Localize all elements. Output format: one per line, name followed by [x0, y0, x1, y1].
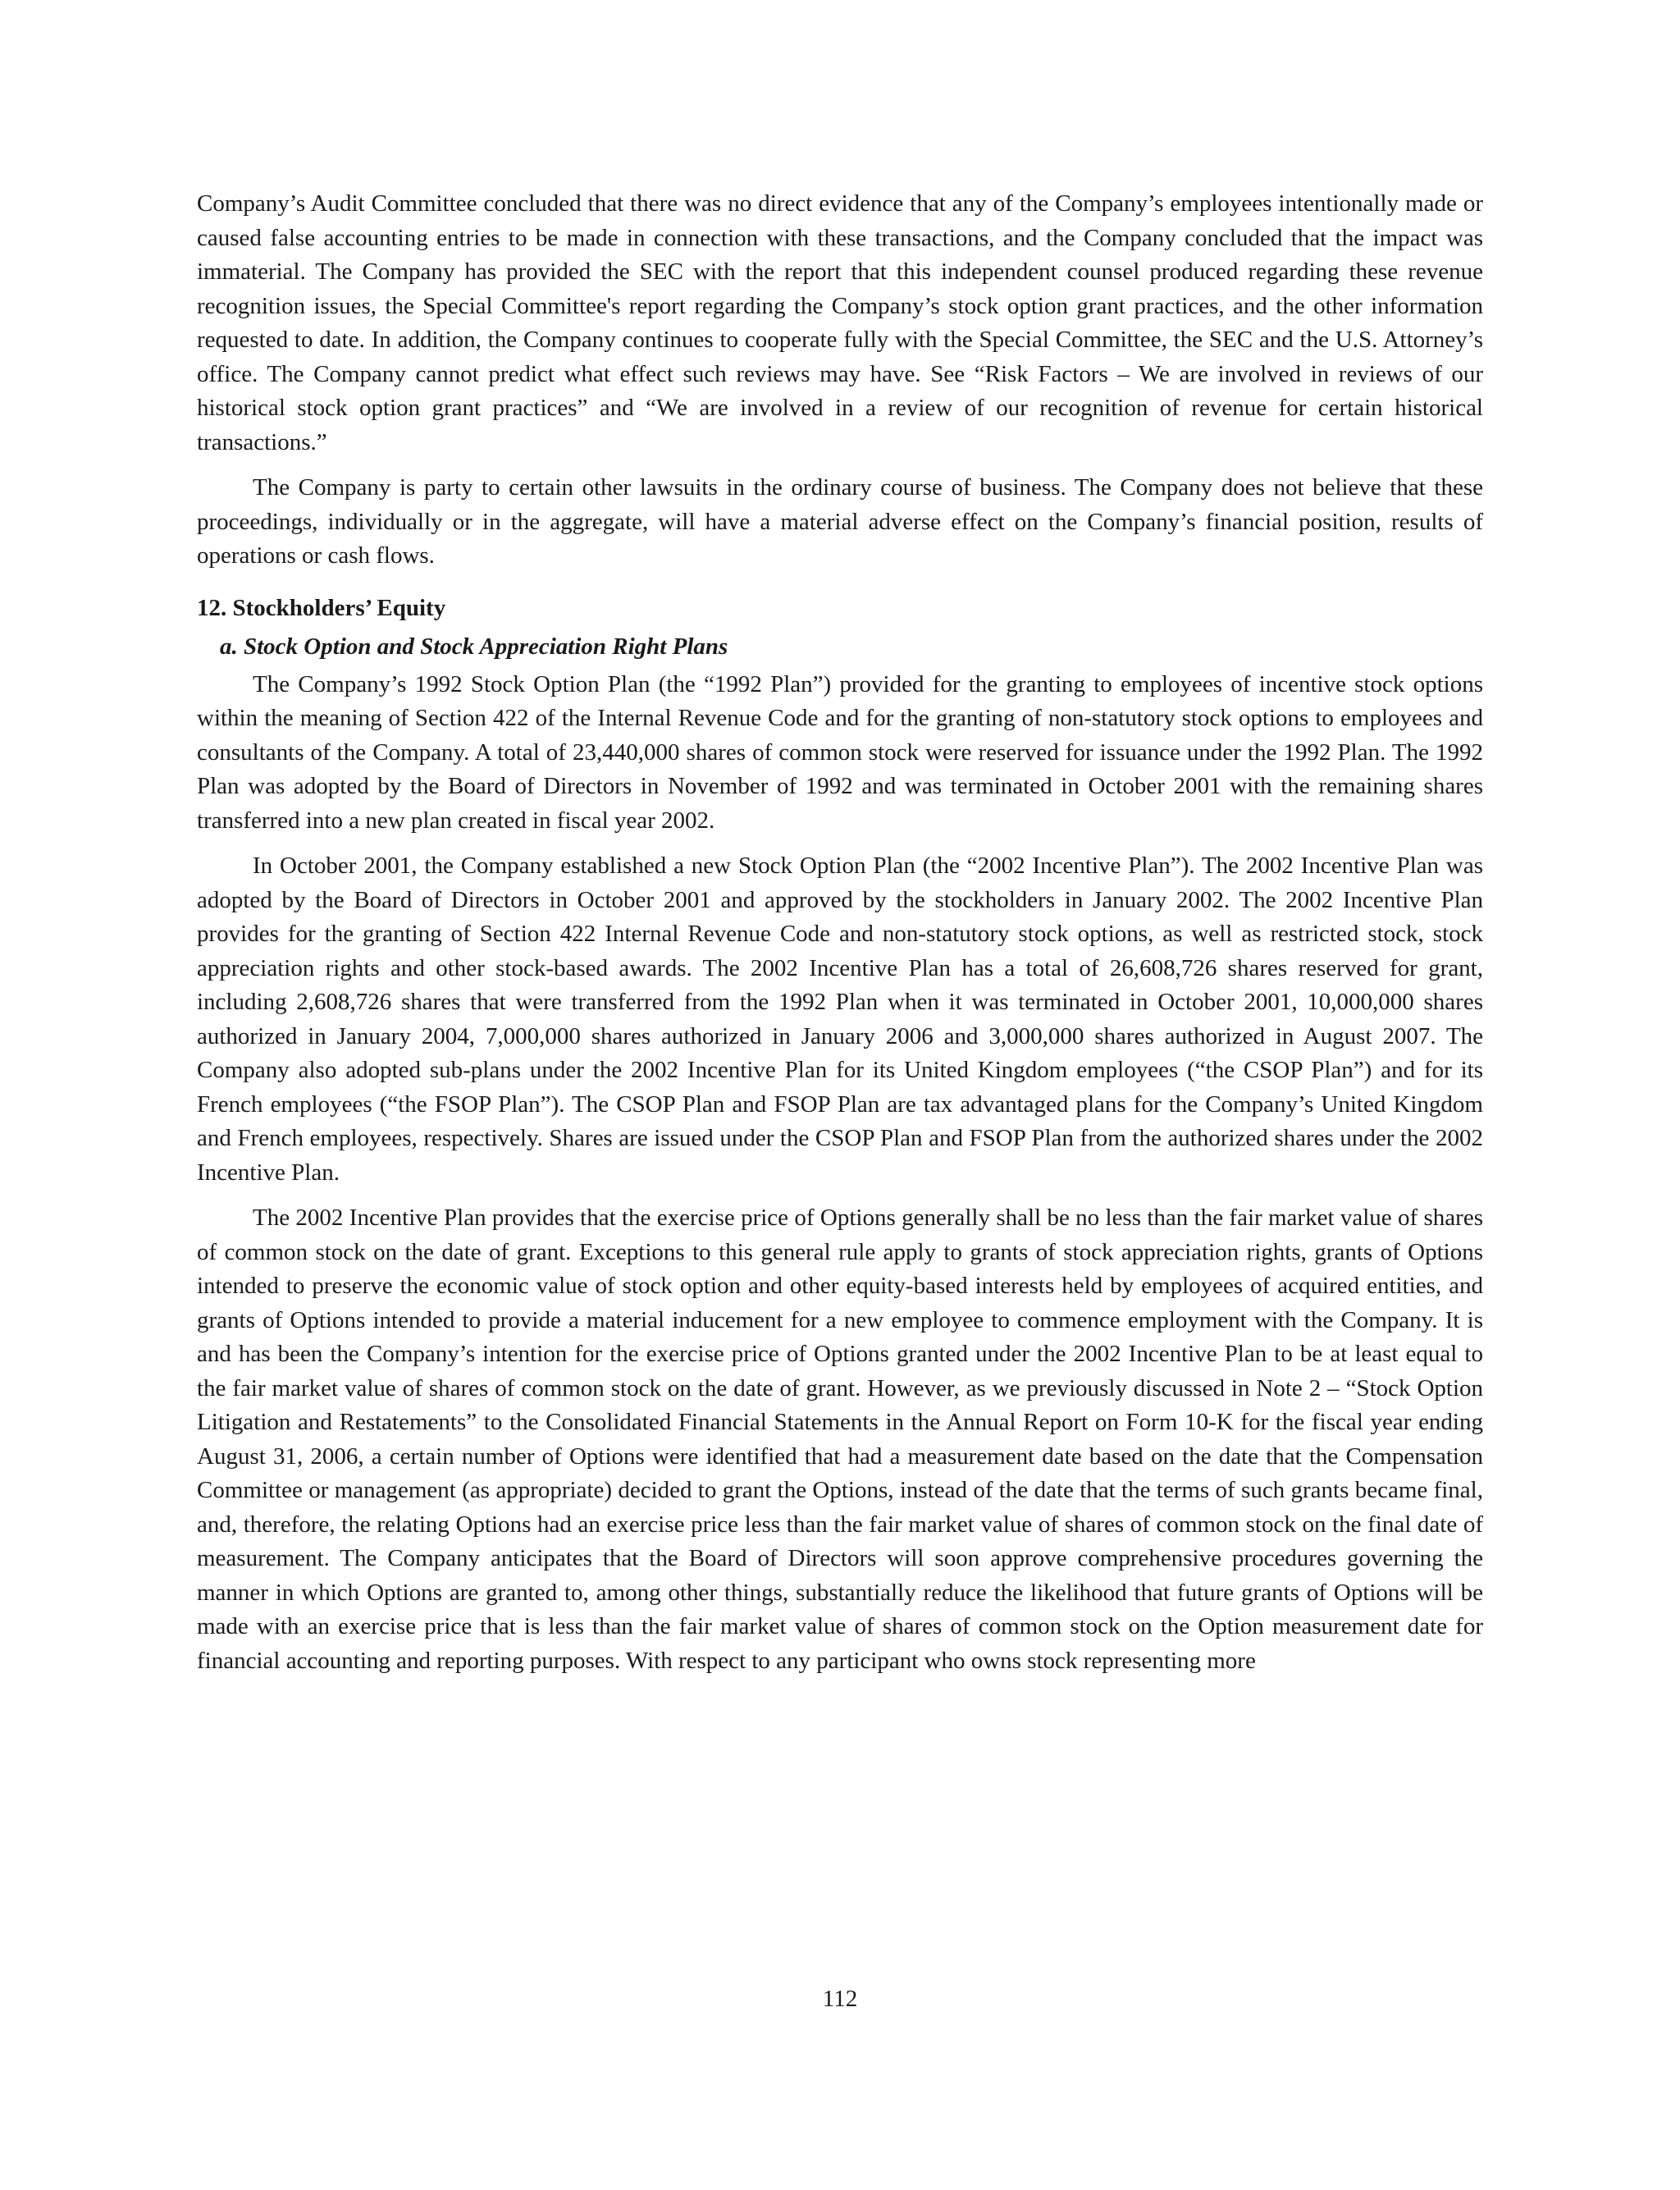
section-subheading: a. Stock Option and Stock Appreciation Right Plans [220, 633, 728, 660]
page-number: 112 [822, 1986, 858, 2012]
section-heading: 12. Stockholders’ Equity [197, 594, 446, 621]
paragraph-audit-committee: Company’s Audit Committee concluded that there was no direct evidence that any of the Company’s employees intentionally made or caused false accounting entries to be made in connection with these transactions, and the Company concluded that the impact was immaterial. The Company has provided the SEC with the report that this independent counsel produced regarding these revenue recognition issues, the Special Committee's report regarding the Company’s stock option grant practices, and the other information requested to date. In addition, the Company continues to cooperate fully with the Special Committee, the SEC and the U.S. Attorney’s office. The Company cannot predict what effect such reviews may have. See “Risk Factors – We are involved in reviews of our historical stock option grant practices” and “We are involved in a review of our recognition of revenue for certain historical transactions.” [197, 190, 1483, 455]
document-page [197, 187, 1483, 1689]
paragraph-other-lawsuits: The Company is party to certain other lawsuits in the ordinary course of business. The Company does not believe that these proceedings, individually or in the aggregate, will have a material adverse effect on the Company’s financial position, results of operations or cash flows. [197, 474, 1483, 569]
paragraph-1992-plan: The Company’s 1992 Stock Option Plan (the “1992 Plan”) provided for the granting to employees of incentive stock options within the meaning of Section 422 of the Internal Revenue Code and for the granting of non-statutory stock options to employees and consultants of the Company. A total of 23,440,000 shares of common stock were reserved for issuance under the 1992 Plan. The 1992 Plan was adopted by the Board of Directors in November of 1992 and was terminated in October 2001 with the remaining shares transferred into a new plan created in fiscal year 2002. [197, 670, 1483, 834]
paragraph-exercise-price: The 2002 Incentive Plan provides that the exercise price of Options generally shall be no less than the fair market value of shares of common stock on the date of grant. Exceptions to this general rule apply to grants of stock appreciation rights, grants of Options intended to preserve the economic value of stock option and other equity-based interests held by employees of acquired entities, and grants of Options intended to provide a material inducement for a new employee to commence employment with the Company. It is and has been the Company’s intention for the exercise price of Options granted under the 2002 Incentive Plan to be at least equal to the fair market value of shares of common stock on the date of grant. However, as we previously discussed in Note 2 – “Stock Option Litigation and Restatements” to the Consolidated Financial Statements in the Annual Report on Form 10-K for the fiscal year ending August 31, 2006, a certain number of Options were identified that had a measurement date based on the date that the Compensation Committee or management (as appropriate) decided to grant the Options, instead of the date that the terms of such grants became final, and, therefore, the relating Options had an exercise price less than the fair market value of shares of common stock on the final date of measurement. The Company anticipates that the Board of Directors will soon approve comprehensive procedures governing the manner in which Options are granted to, among other things, substantially reduce the likelihood that future grants of Options will be made with an exercise price that is less than the fair market value of shares of common stock on the Option measurement date for financial accounting and reporting purposes. With respect to any participant who owns stock representing more [197, 1205, 1483, 1674]
paragraph-2002-incentive-plan: In October 2001, the Company established a new Stock Option Plan (the “2002 Incentive Plan”). The 2002 Incentive Plan was adopted by the Board of Directors in October 2001 and approved by the stockholders in January 2002. The 2002 Incentive Plan provides for the granting of Section 422 Internal Revenue Code and non-statutory stock options, as well as restricted stock, stock appreciation rights and other stock-based awards. The 2002 Incentive Plan has a total of 26,608,726 shares reserved for grant, including 2,608,726 shares that were transferred from the 1992 Plan when it was terminated in October 2001, 10,000,000 shares authorized in January 2004, 7,000,000 shares authorized in January 2006 and 3,000,000 shares authorized in August 2007. The Company also adopted sub-plans under the 2002 Incentive Plan for its United Kingdom employees (“the CSOP Plan”) and for its French employees (“the FSOP Plan”). The CSOP Plan and FSOP Plan are tax advantaged plans for the Company’s United Kingdom and French employees, respectively. Shares are issued under the CSOP Plan and FSOP Plan from the authorized shares under the 2002 Incentive Plan. [197, 853, 1483, 1186]
